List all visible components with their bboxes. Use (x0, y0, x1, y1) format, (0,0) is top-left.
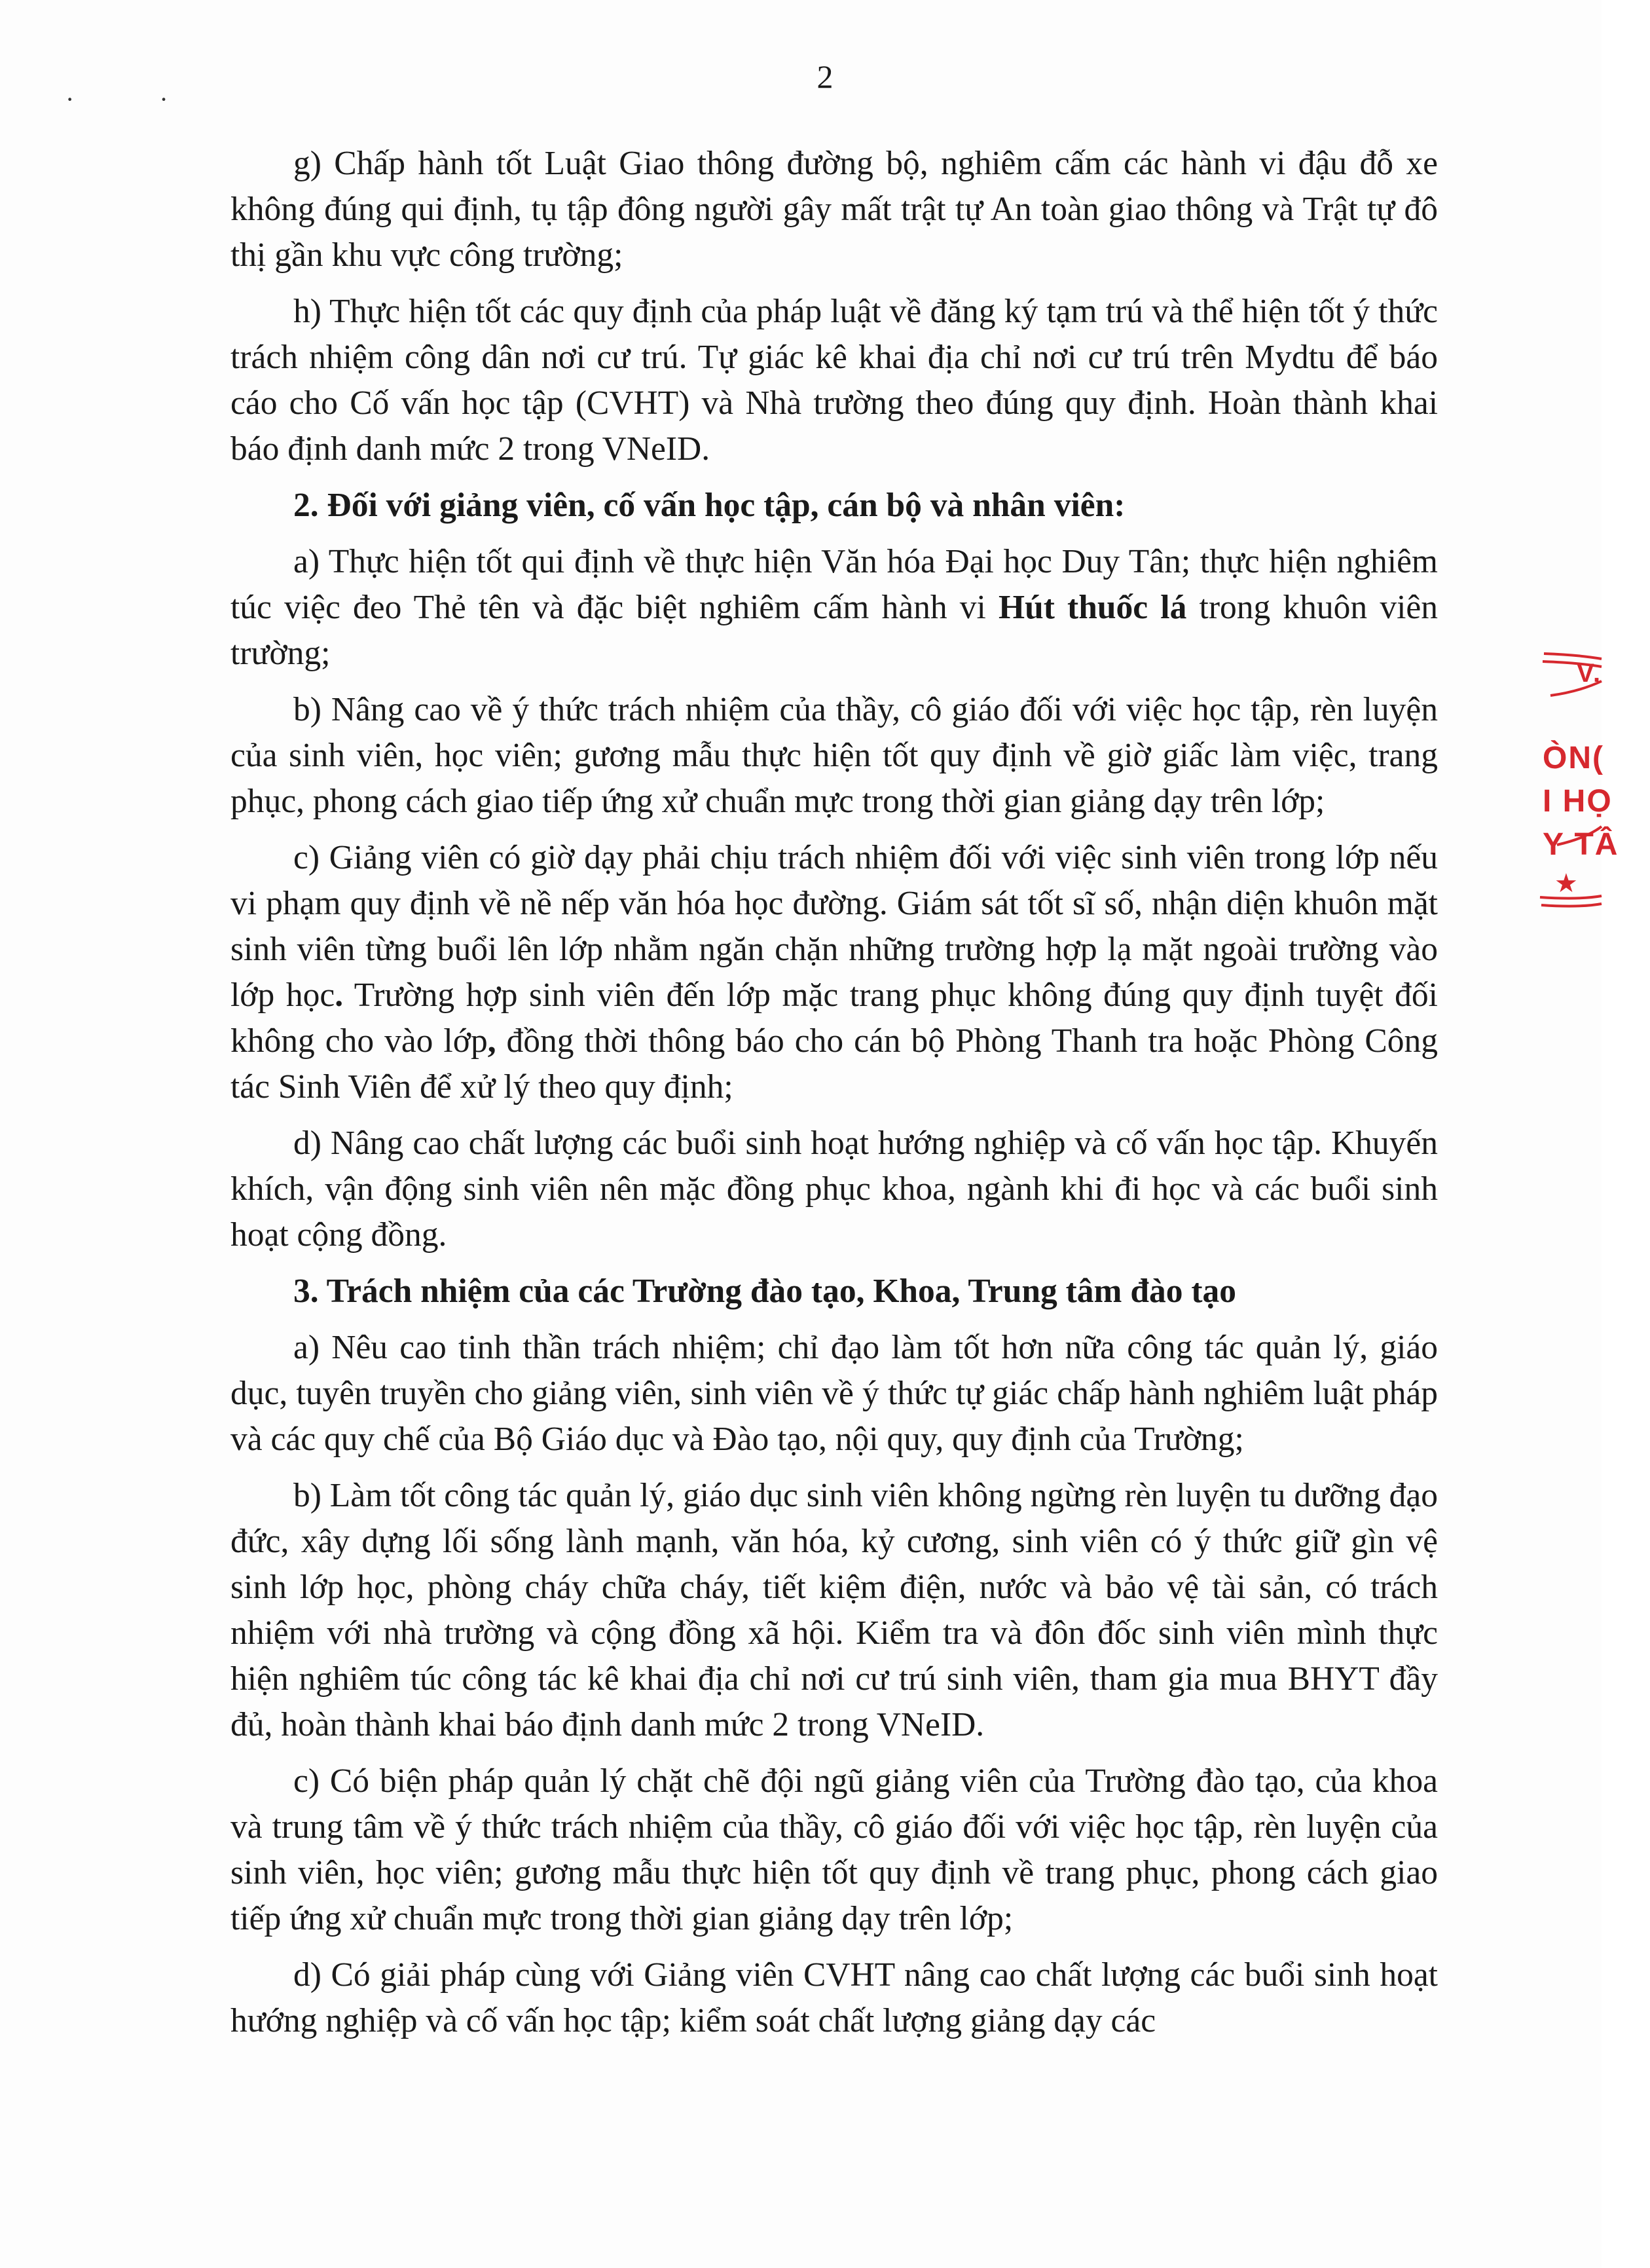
paragraph-2c-dot: . (335, 976, 344, 1014)
paragraph-2a-end: trong khuôn viên trường; (230, 589, 1439, 672)
paragraph-2b: b) Nâng cao về ý thức trách nhiệm của thầy, cô giáo đối với việc học tập, rèn luyện của sinh viên, học viên; gương mẫu thực hiện tốt quy định về giờ giấc làm việc, trang phục, phong cách giao tiếp ứng xử chuẩn mực trong thời gian giảng dạy trên lớp; (230, 691, 1438, 820)
section-3-heading: 3. Trách nhiệm của các Trường đào tạo, Khoa, Trung tâm đào tạo (293, 1273, 1236, 1310)
paragraph-1h: h) Thực hiện tốt các quy định của pháp luật về đăng ký tạm trú và thể hiện tốt ý thức trách nhiệm công dân nơi cư trú. Tự giác kê khai địa chỉ nơi cư trú trên Mydtu để báo cáo cho Cố vấn học tập (CVHT) và Nhà trường theo đúng quy định. Hoàn thành khai báo định danh mức 2 trong VNeID. (230, 293, 1438, 468)
paragraph-3a: a) Nêu cao tinh thần trách nhiệm; chỉ đạo làm tốt hơn nữa công tác quản lý, giáo dục, tuyên truyền cho giảng viên, sinh viên về ý thức tự giác chấp hành nghiêm luật pháp và các quy chế của Bộ Giáo dục và Đào tạo, nội quy, quy định của Trường; (230, 1329, 1438, 1458)
seal-text-line-2: ÒN( (1543, 741, 1604, 775)
seal-text-line-3: I HỌ (1543, 784, 1613, 819)
paragraph-3d: d) Có giải pháp cùng với Giảng viên CVHT nâng cao chất lượng các buổi sinh hoạt hướng nghiệp và cố vấn học tập; kiểm soát chất lượng giảng dạy các (230, 1956, 1438, 2039)
red-seal-stamp (1514, 648, 1619, 950)
paragraph-2a-bold: Hút thuốc lá (999, 589, 1187, 626)
paragraph-1g: g) Chấp hành tốt Luật Giao thông đường bộ, nghiêm cấm các hành vi đậu đỗ xe không đúng qui định, tụ tập đông người gây mất trật tự An toàn giao thông và Trật tự đô thị gần khu vực công trường; (230, 145, 1438, 274)
paragraph-2c-comma: , (487, 1022, 496, 1060)
scan-specks: · · (65, 84, 208, 114)
seal-text-line-4: Y TÂ (1543, 827, 1619, 862)
document-body (230, 141, 1438, 2054)
seal-star-icon: ★ (1554, 869, 1578, 898)
paragraph-3b: b) Làm tốt công tác quản lý, giáo dục sinh viên không ngừng rèn luyện tu dưỡng đạo đức, xây dựng lối sống lành mạnh, văn hóa, kỷ cương, sinh viên có ý thức giữ gìn vệ sinh lớp học, phòng cháy chữa cháy, tiết kiệm điện, nước và bảo vệ tài sản, có trách nhiệm với nhà trường và cộng đồng xã hội. Kiểm tra và đôn đốc sinh viên mình thực hiện nghiêm túc công tác kê khai địa chỉ nơi cư trú sinh viên, tham gia mua BHYT đầy đủ, hoàn thành khai báo định danh mức 2 trong VNeID. (230, 1477, 1438, 1743)
section-2-heading: 2. Đối với giảng viên, cố vấn học tập, cán bộ và nhân viên: (293, 487, 1126, 524)
paragraph-2c-part1: c) Giảng viên có giờ dạy phải chịu trách nhiệm đối với việc sinh viên trong lớp nếu vi phạm quy định về nề nếp văn hóa học đường. Giám sát tốt sĩ số, nhận diện khuôn mặt sinh viên từng buổi lên lớp nhằm ngăn chặn những trường hợp lạ mặt ngoài trường vào lớp học (230, 839, 1438, 1014)
paragraph-2d: d) Nâng cao chất lượng các buổi sinh hoạt hướng nghiệp và cố vấn học tập. Khuyến khích, vận động sinh viên nên mặc đồng phục khoa, ngành khi đi học và các buổi sinh hoạt cộng đồng. (230, 1125, 1438, 1254)
paragraph-2c (230, 835, 1438, 1110)
paragraph-3c: c) Có biện pháp quản lý chặt chẽ đội ngũ giảng viên của Trường đào tạo, của khoa và trung tâm về ý thức trách nhiệm của thầy, cô giáo đối với việc học tập, rèn luyện của sinh viên, học viên; gương mẫu thực hiện tốt quy định về trang phục, phong cách giao tiếp ứng xử chuẩn mực trong thời gian giảng dạy trên lớp; (230, 1762, 1438, 1937)
paragraph-2a (230, 539, 1438, 677)
paragraph-2c-part3: đồng thời thông báo cho cán bộ Phòng Thanh tra hoặc Phòng Công tác Sinh Viên để xử lý theo quy định; (230, 1022, 1438, 1106)
paragraph-2c-part2: Trường hợp sinh viên đến lớp mặc trang phục không đúng quy định tuyệt đối không cho vào lớp (230, 976, 1438, 1060)
seal-text-line-1: V. (1577, 659, 1602, 688)
paragraph-2a-start: a) Thực hiện tốt qui định về thực hiện Văn hóa Đại học Duy Tân; thực hiện nghiêm túc việc đeo Thẻ tên và đặc biệt nghiêm cấm hành vi (230, 543, 1438, 626)
page-number: 2 (816, 58, 834, 95)
